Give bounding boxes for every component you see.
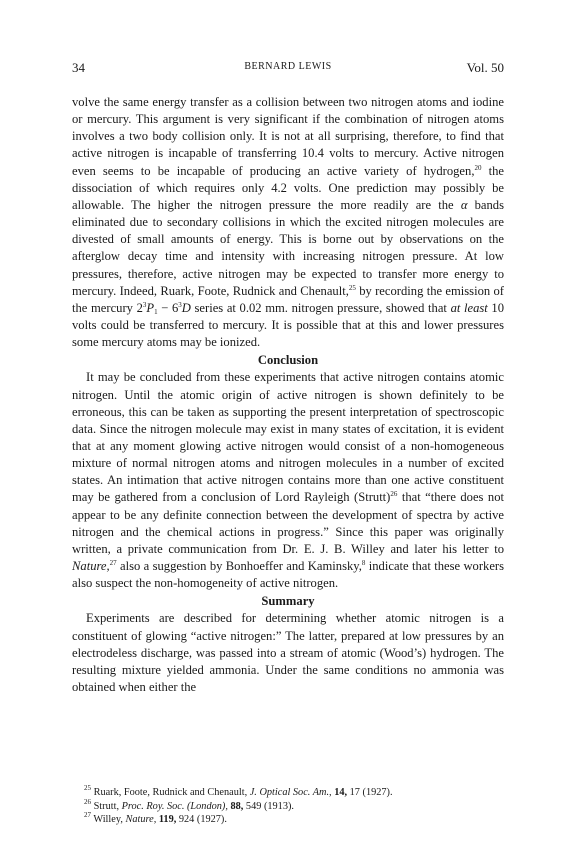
alpha-symbol: α [460,197,468,212]
emphasis: at least [450,300,488,315]
footnote: $^{25}$ Ruark, Foote, Rudnick and Chenault, J. Optical Soc. Am., 14, 17 (1927). [84,784,393,798]
article-body [72,94,504,696]
section-heading-conclusion: Conclusion [257,353,319,368]
continued-paragraph: volve the same energy transfer as a collision between two nitrogen atoms and iodine or mercury. This argument is very significant if the combination of nitrogen atoms involves a two body collision only. It is not at all surprising, therefore, to find that active nitrogen is incapable of transferring 10.4 volts to mercury. Active nitrogen even seems to be incapable of producing an active variety of hydrogen,$^{20}$ the dissociation of which requires only 4.2 volts. One prediction may possibly be allowable. The higher the nitrogen pressure the more readily are the α bands eliminated due to secondary collisions in which the excited nitrogen molecules are divested of small amounts of energy. This is borne out by observations on the afterglow decay time and intensity with increasing nitrogen pressure. At low pressures, therefore, active nitrogen may be expected to transfer more energy to mercury. Indeed, Ruark, Foote, Rudnick and Chenault,$^{25}$ by recording the emission of the mercury $2^3P_1 - 6^3D$ series at 0.02 mm. nitrogen pressure, showed that at least 10 volts could be transferred to mercury. It is possible that at this and lower pressures some mercury atoms may be ionized. [72,95,505,350]
conclusion-paragraph: It may be concluded from these experiments that active nitrogen contains atomic nitrogen. Until the atomic origin of active nitrogen is shown definitely to be erroneous, this can be taken as supporting the present interpretation of spectroscopic data. Since the nitrogen molecule may exist in many states of excitation, it is evident that at any moment glowing active nitrogen would consist of a non-homogeneous mixture of normal nitrogen atoms and nitrogen molecules in a number of excited states. An intimation that active nitrogen contains more than one active constituent may be gathered from a conclusion of Lord Rayleigh (Strutt)$^{26}$ that “there does not appear to be any definite connection between the development of spectra by active nitrogen and the chemical actions in progress.” Since this paper was originally written, a private communication from Dr. E. J. B. Willey and later his letter to Nature,$^{27}$ also a suggestion by Bonhoeffer and Kaminsky,$^8$ indicate that these workers also suspect the non-homogeneity of active nitrogen. [72,370,505,591]
page-number: 34 [72,60,85,75]
page-header [72,60,504,78]
footnote: $^{26}$ Strutt, Proc. Roy. Soc. (London), 88, 549 (1913). [84,797,294,812]
running-head: BERNARD LEWIS [244,61,332,72]
journal-name: Nature, [72,559,110,574]
summary-paragraph: Experiments are described for determining whether atomic nitrogen is a constituent of glowing “active nitrogen:” The latter, prepared at low pressures by an electrodeless discharge, was passed into a stream of atomic (Wood’s) hydrogen. The resulting mixture yielded ammonia. Under the same conditions no ammonia was obtained when either the [72,611,504,694]
footnote-ref: 25 [348,283,356,292]
footnotes [84,786,504,827]
footnote-ref: 26 [390,490,398,499]
section-heading-summary: Summary [261,594,315,609]
footnote-ref: 8 [361,559,366,568]
footnote-ref: 20 [474,163,482,172]
footnote: $^{27}$ Willey, Nature, 119, 924 (1927). [84,811,227,826]
volume-label: Vol. 50 [466,60,504,75]
footnote-ref: 27 [109,559,117,568]
